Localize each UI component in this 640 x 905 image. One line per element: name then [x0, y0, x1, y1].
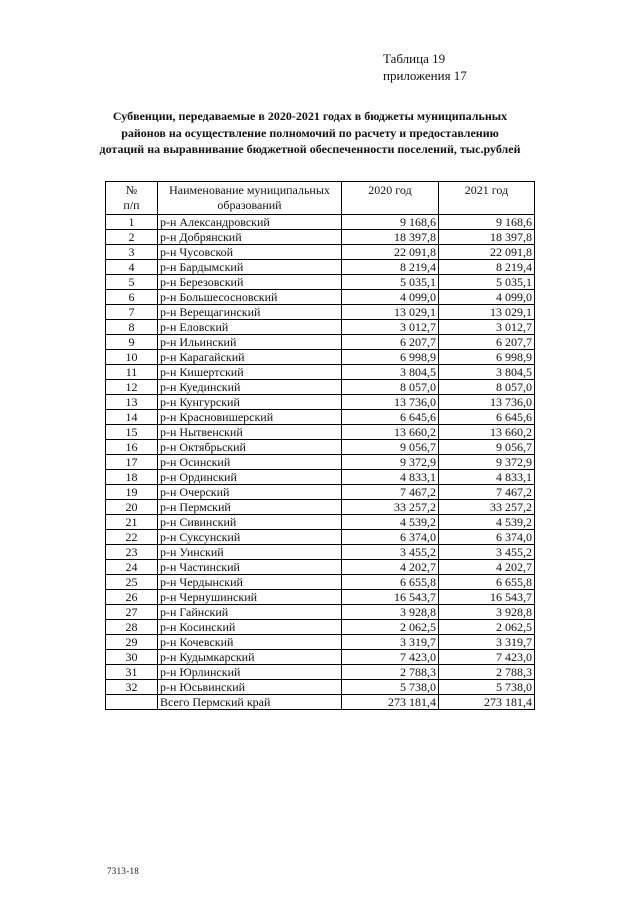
value-2021: 273 181,4 [439, 695, 535, 710]
table-row [106, 455, 535, 470]
value-2020: 2 062,5 [342, 620, 439, 635]
row-number: 2 [106, 230, 158, 245]
row-number [106, 695, 158, 710]
header-year-2021: 2021 год [439, 182, 535, 215]
district-name: р-н Большесосновский [158, 290, 342, 305]
footer-code: 7313-18 [107, 866, 140, 876]
value-2021: 33 257,2 [439, 500, 535, 515]
value-2021: 5 738,0 [439, 680, 535, 695]
table-row [106, 425, 535, 440]
value-2021: 18 397,8 [439, 230, 535, 245]
table-row [106, 320, 535, 335]
row-number: 10 [106, 350, 158, 365]
table-row [106, 305, 535, 320]
district-name: р-н Частинский [158, 560, 342, 575]
district-name: р-н Косинский [158, 620, 342, 635]
header-number-line1: № [125, 183, 138, 197]
value-2020: 9 056,7 [342, 440, 439, 455]
value-2020: 3 804,5 [342, 365, 439, 380]
value-2021: 6 655,8 [439, 575, 535, 590]
row-number: 3 [106, 245, 158, 260]
table-row [106, 335, 535, 350]
row-number: 22 [106, 530, 158, 545]
value-2021: 22 091,8 [439, 245, 535, 260]
value-2020: 8 219,4 [342, 260, 439, 275]
header-name [158, 182, 342, 215]
district-name: р-н Карагайский [158, 350, 342, 365]
title-line-2: районов на осуществление полномочий по расчету и предоставлению [121, 125, 499, 140]
table-reference [383, 50, 467, 84]
value-2021: 3 319,7 [439, 635, 535, 650]
table-row [106, 635, 535, 650]
row-number: 13 [106, 395, 158, 410]
value-2021: 3 804,5 [439, 365, 535, 380]
value-2020: 4 202,7 [342, 560, 439, 575]
value-2020: 13 029,1 [342, 305, 439, 320]
header-number [106, 182, 158, 215]
district-name: р-н Юрлинский [158, 665, 342, 680]
district-name: р-н Юсьвинский [158, 680, 342, 695]
value-2020: 4 833,1 [342, 470, 439, 485]
header-number-line2: п/п [123, 198, 140, 212]
value-2020: 5 738,0 [342, 680, 439, 695]
value-2020: 3 319,7 [342, 635, 439, 650]
header-name-line1: Наименование муниципальных [169, 183, 330, 197]
value-2021: 16 543,7 [439, 590, 535, 605]
table-header-row [106, 182, 535, 215]
value-2020: 3 012,7 [342, 320, 439, 335]
district-name: р-н Осинский [158, 455, 342, 470]
value-2021: 4 202,7 [439, 560, 535, 575]
value-2020: 7 423,0 [342, 650, 439, 665]
table-row [106, 215, 535, 230]
table-row [106, 605, 535, 620]
row-number: 25 [106, 575, 158, 590]
row-number: 17 [106, 455, 158, 470]
row-number: 15 [106, 425, 158, 440]
table-row [106, 500, 535, 515]
value-2021: 9 168,6 [439, 215, 535, 230]
value-2021: 3 012,7 [439, 320, 535, 335]
district-name: р-н Кочевский [158, 635, 342, 650]
row-number: 23 [106, 545, 158, 560]
value-2021: 4 539,2 [439, 515, 535, 530]
table-row [106, 515, 535, 530]
table-row [106, 395, 535, 410]
row-number: 24 [106, 560, 158, 575]
table-row [106, 230, 535, 245]
district-name: р-н Нытвенский [158, 425, 342, 440]
district-name: р-н Верещагинский [158, 305, 342, 320]
value-2020: 22 091,8 [342, 245, 439, 260]
row-number: 20 [106, 500, 158, 515]
district-name: р-н Еловский [158, 320, 342, 335]
table-row [106, 650, 535, 665]
row-number: 14 [106, 410, 158, 425]
value-2020: 9 168,6 [342, 215, 439, 230]
value-2021: 13 660,2 [439, 425, 535, 440]
value-2020: 8 057,0 [342, 380, 439, 395]
district-name: р-н Ординский [158, 470, 342, 485]
value-2021: 7 423,0 [439, 650, 535, 665]
row-number: 1 [106, 215, 158, 230]
value-2021: 8 219,4 [439, 260, 535, 275]
table-body [106, 215, 535, 710]
table-label: Таблица 19 [383, 51, 446, 66]
table-row [106, 530, 535, 545]
row-number: 19 [106, 485, 158, 500]
row-number: 11 [106, 365, 158, 380]
district-name: р-н Красновишерский [158, 410, 342, 425]
value-2020: 6 998,9 [342, 350, 439, 365]
value-2020: 3 928,8 [342, 605, 439, 620]
district-name: р-н Кунгурский [158, 395, 342, 410]
value-2021: 4 833,1 [439, 470, 535, 485]
value-2020: 6 645,6 [342, 410, 439, 425]
value-2021: 6 645,6 [439, 410, 535, 425]
table-row [106, 665, 535, 680]
table-row [106, 260, 535, 275]
value-2020: 3 455,2 [342, 545, 439, 560]
district-name: р-н Кудымкарский [158, 650, 342, 665]
district-name: р-н Чернушинский [158, 590, 342, 605]
subventions-table [105, 181, 535, 710]
district-name: р-н Чердынский [158, 575, 342, 590]
value-2020: 7 467,2 [342, 485, 439, 500]
document-title [90, 108, 530, 158]
value-2021: 13 029,1 [439, 305, 535, 320]
row-number: 4 [106, 260, 158, 275]
table-row [106, 275, 535, 290]
table-row [106, 410, 535, 425]
district-name: р-н Березовский [158, 275, 342, 290]
title-line-3: дотаций на выравнивание бюджетной обеспеченности поселений, тыс.рублей [99, 142, 521, 156]
row-number: 32 [106, 680, 158, 695]
value-2020: 6 655,8 [342, 575, 439, 590]
header-year-2020: 2020 год [342, 182, 439, 215]
table-row [106, 470, 535, 485]
title-line-1: Субвенции, передаваемые в 2020-2021 годах в бюджеты муниципальных [112, 109, 508, 123]
appendix-label: приложения 17 [383, 68, 467, 83]
table-row [106, 590, 535, 605]
district-name: р-н Пермский [158, 500, 342, 515]
value-2020: 2 788,3 [342, 665, 439, 680]
value-2021: 9 372,9 [439, 455, 535, 470]
table-row [106, 440, 535, 455]
table-row [106, 290, 535, 305]
value-2020: 13 736,0 [342, 395, 439, 410]
table-row [106, 560, 535, 575]
table-row [106, 365, 535, 380]
value-2021: 6 998,9 [439, 350, 535, 365]
district-name: р-н Куединский [158, 380, 342, 395]
table-row [106, 680, 535, 695]
value-2020: 18 397,8 [342, 230, 439, 245]
district-name: р-н Октябрьский [158, 440, 342, 455]
row-number: 6 [106, 290, 158, 305]
value-2021: 5 035,1 [439, 275, 535, 290]
row-number: 5 [106, 275, 158, 290]
value-2020: 6 207,7 [342, 335, 439, 350]
value-2020: 9 372,9 [342, 455, 439, 470]
value-2020: 13 660,2 [342, 425, 439, 440]
district-name: р-н Очерский [158, 485, 342, 500]
header-name-line2: образований [217, 198, 282, 212]
value-2021: 4 099,0 [439, 290, 535, 305]
district-name: р-н Бардымский [158, 260, 342, 275]
value-2020: 273 181,4 [342, 695, 439, 710]
row-number: 9 [106, 335, 158, 350]
row-number: 31 [106, 665, 158, 680]
row-number: 30 [106, 650, 158, 665]
row-number: 26 [106, 590, 158, 605]
value-2021: 2 062,5 [439, 620, 535, 635]
value-2020: 33 257,2 [342, 500, 439, 515]
district-name: р-н Александровский [158, 215, 342, 230]
table-row [106, 620, 535, 635]
district-name: р-н Суксунский [158, 530, 342, 545]
row-number: 16 [106, 440, 158, 455]
value-2021: 6 374,0 [439, 530, 535, 545]
value-2020: 6 374,0 [342, 530, 439, 545]
value-2021: 3 928,8 [439, 605, 535, 620]
row-number: 12 [106, 380, 158, 395]
table-row [106, 245, 535, 260]
district-name: р-н Чусовской [158, 245, 342, 260]
row-number: 29 [106, 635, 158, 650]
value-2021: 6 207,7 [439, 335, 535, 350]
row-number: 21 [106, 515, 158, 530]
row-number: 18 [106, 470, 158, 485]
row-number: 28 [106, 620, 158, 635]
value-2020: 4 539,2 [342, 515, 439, 530]
table-row [106, 380, 535, 395]
value-2021: 9 056,7 [439, 440, 535, 455]
value-2020: 5 035,1 [342, 275, 439, 290]
value-2021: 2 788,3 [439, 665, 535, 680]
district-name: Всего Пермский край [158, 695, 342, 710]
row-number: 27 [106, 605, 158, 620]
table-row [106, 545, 535, 560]
district-name: р-н Гайнский [158, 605, 342, 620]
district-name: р-н Добрянский [158, 230, 342, 245]
value-2021: 3 455,2 [439, 545, 535, 560]
district-name: р-н Ильинский [158, 335, 342, 350]
value-2020: 16 543,7 [342, 590, 439, 605]
value-2020: 4 099,0 [342, 290, 439, 305]
table-row [106, 575, 535, 590]
value-2021: 13 736,0 [439, 395, 535, 410]
district-name: р-н Уинский [158, 545, 342, 560]
row-number: 7 [106, 305, 158, 320]
table-row [106, 485, 535, 500]
value-2021: 7 467,2 [439, 485, 535, 500]
district-name: р-н Кишертский [158, 365, 342, 380]
district-name: р-н Сивинский [158, 515, 342, 530]
total-row [106, 695, 535, 710]
row-number: 8 [106, 320, 158, 335]
table-row [106, 350, 535, 365]
value-2021: 8 057,0 [439, 380, 535, 395]
